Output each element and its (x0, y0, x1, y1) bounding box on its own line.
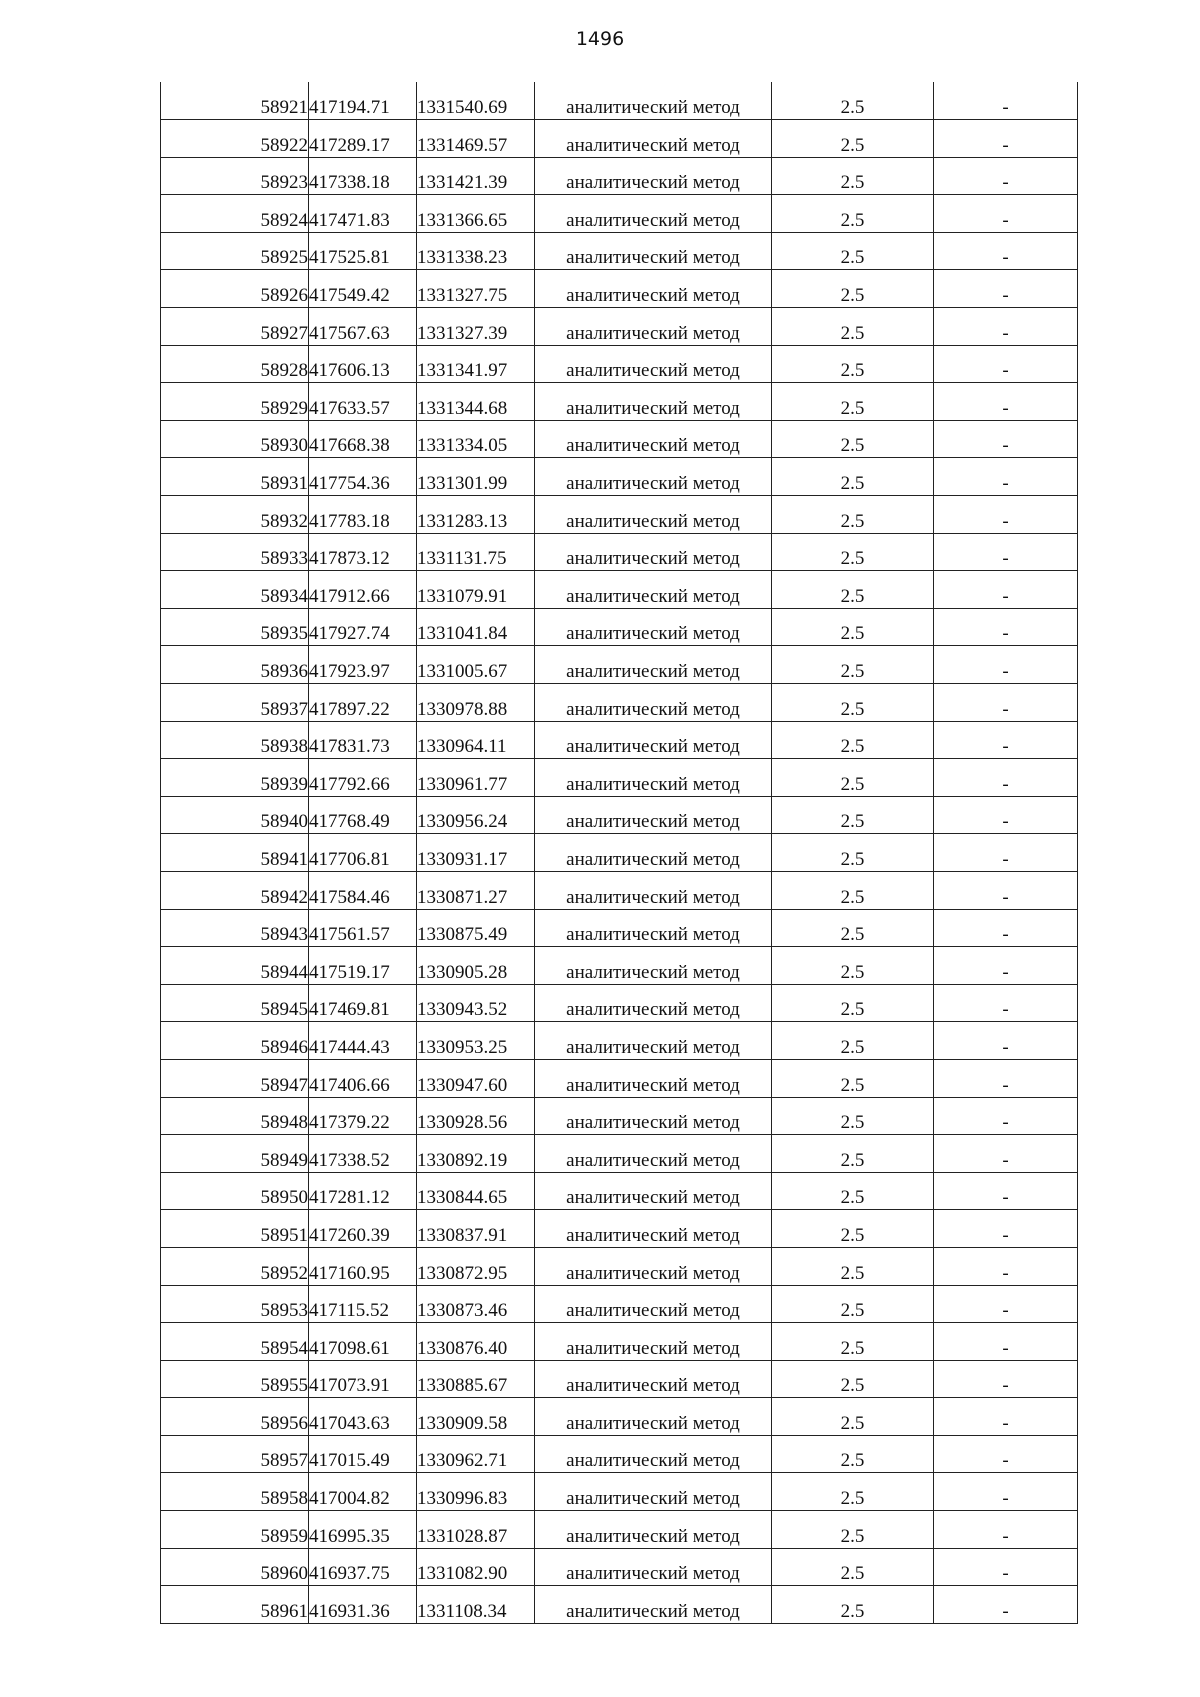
accuracy-cell: 2.5 (772, 496, 934, 534)
x-coordinate-cell: 417754.36 (309, 458, 417, 496)
accuracy-cell: 2.5 (772, 1548, 934, 1586)
x-coordinate-cell: 416937.75 (309, 1548, 417, 1586)
y-coordinate-cell: 1330956.24 (417, 796, 535, 834)
table-row (161, 1473, 1078, 1511)
y-coordinate-cell: 1330873.46 (417, 1285, 535, 1323)
table-row (161, 496, 1078, 534)
page-number: 1496 (575, 28, 625, 50)
point-number-cell: 58944 (161, 947, 309, 985)
table-row (161, 571, 1078, 609)
table-row (161, 1210, 1078, 1248)
point-number-cell: 58928 (161, 345, 309, 383)
x-coordinate-cell: 417923.97 (309, 646, 417, 684)
method-cell: аналитический метод (535, 458, 772, 496)
method-cell: аналитический метод (535, 1398, 772, 1436)
table-row (161, 1135, 1078, 1173)
method-cell: аналитический метод (535, 1586, 772, 1624)
accuracy-cell: 2.5 (772, 571, 934, 609)
accuracy-cell: 2.5 (772, 420, 934, 458)
method-cell: аналитический метод (535, 984, 772, 1022)
table-row (161, 871, 1078, 909)
accuracy-cell: 2.5 (772, 1586, 934, 1624)
point-number-cell: 58942 (161, 871, 309, 909)
point-number-cell: 58938 (161, 721, 309, 759)
method-cell: аналитический метод (535, 1473, 772, 1511)
accuracy-cell: 2.5 (772, 533, 934, 571)
point-number-cell: 58948 (161, 1097, 309, 1135)
note-cell: - (934, 984, 1078, 1022)
x-coordinate-cell: 417873.12 (309, 533, 417, 571)
accuracy-cell: 2.5 (772, 796, 934, 834)
note-cell: - (934, 608, 1078, 646)
table-row (161, 1586, 1078, 1624)
y-coordinate-cell: 1330962.71 (417, 1435, 535, 1473)
point-number-cell: 58934 (161, 571, 309, 609)
table-row (161, 759, 1078, 797)
accuracy-cell: 2.5 (772, 1511, 934, 1549)
x-coordinate-cell: 417379.22 (309, 1097, 417, 1135)
point-number-cell: 58945 (161, 984, 309, 1022)
note-cell: - (934, 383, 1078, 421)
accuracy-cell: 2.5 (772, 1210, 934, 1248)
accuracy-cell: 2.5 (772, 120, 934, 158)
y-coordinate-cell: 1331108.34 (417, 1586, 535, 1624)
note-cell: - (934, 1059, 1078, 1097)
x-coordinate-cell: 417584.46 (309, 871, 417, 909)
note-cell: - (934, 345, 1078, 383)
y-coordinate-cell: 1331469.57 (417, 120, 535, 158)
note-cell: - (934, 1247, 1078, 1285)
point-number-cell: 58926 (161, 270, 309, 308)
accuracy-cell: 2.5 (772, 345, 934, 383)
table-row (161, 157, 1078, 195)
x-coordinate-cell: 417115.52 (309, 1285, 417, 1323)
x-coordinate-cell: 417043.63 (309, 1398, 417, 1436)
table-row (161, 232, 1078, 270)
x-coordinate-cell: 417927.74 (309, 608, 417, 646)
y-coordinate-cell: 1331079.91 (417, 571, 535, 609)
x-coordinate-cell: 416995.35 (309, 1511, 417, 1549)
x-coordinate-cell: 417668.38 (309, 420, 417, 458)
note-cell: - (934, 1586, 1078, 1624)
method-cell: аналитический метод (535, 759, 772, 797)
method-cell: аналитический метод (535, 646, 772, 684)
table-row (161, 608, 1078, 646)
accuracy-cell: 2.5 (772, 871, 934, 909)
note-cell: - (934, 834, 1078, 872)
method-cell: аналитический метод (535, 721, 772, 759)
point-number-cell: 58954 (161, 1323, 309, 1361)
y-coordinate-cell: 1330872.95 (417, 1247, 535, 1285)
accuracy-cell: 2.5 (772, 834, 934, 872)
table-row (161, 1323, 1078, 1361)
table-row (161, 533, 1078, 571)
accuracy-cell: 2.5 (772, 82, 934, 120)
accuracy-cell: 2.5 (772, 1135, 934, 1173)
point-number-cell: 58952 (161, 1247, 309, 1285)
x-coordinate-cell: 417406.66 (309, 1059, 417, 1097)
note-cell: - (934, 947, 1078, 985)
note-cell: - (934, 796, 1078, 834)
x-coordinate-cell: 417194.71 (309, 82, 417, 120)
table-row (161, 270, 1078, 308)
method-cell: аналитический метод (535, 120, 772, 158)
note-cell: - (934, 533, 1078, 571)
table-row (161, 796, 1078, 834)
note-cell: - (934, 1097, 1078, 1135)
method-cell: аналитический метод (535, 1511, 772, 1549)
point-number-cell: 58949 (161, 1135, 309, 1173)
x-coordinate-cell: 417792.66 (309, 759, 417, 797)
note-cell: - (934, 496, 1078, 534)
note-cell: - (934, 1022, 1078, 1060)
point-number-cell: 58959 (161, 1511, 309, 1549)
point-number-cell: 58922 (161, 120, 309, 158)
table-row (161, 308, 1078, 346)
accuracy-cell: 2.5 (772, 1172, 934, 1210)
x-coordinate-cell: 417098.61 (309, 1323, 417, 1361)
note-cell: - (934, 1172, 1078, 1210)
x-coordinate-cell: 417912.66 (309, 571, 417, 609)
y-coordinate-cell: 1330947.60 (417, 1059, 535, 1097)
accuracy-cell: 2.5 (772, 270, 934, 308)
note-cell: - (934, 195, 1078, 233)
method-cell: аналитический метод (535, 270, 772, 308)
x-coordinate-cell: 417289.17 (309, 120, 417, 158)
method-cell: аналитический метод (535, 1435, 772, 1473)
method-cell: аналитический метод (535, 1285, 772, 1323)
method-cell: аналитический метод (535, 796, 772, 834)
accuracy-cell: 2.5 (772, 308, 934, 346)
accuracy-cell: 2.5 (772, 1435, 934, 1473)
note-cell: - (934, 420, 1078, 458)
point-number-cell: 58924 (161, 195, 309, 233)
x-coordinate-cell: 417633.57 (309, 383, 417, 421)
point-number-cell: 58961 (161, 1586, 309, 1624)
table-row (161, 195, 1078, 233)
table-row (161, 1059, 1078, 1097)
table-row (161, 1548, 1078, 1586)
y-coordinate-cell: 1331082.90 (417, 1548, 535, 1586)
x-coordinate-cell: 417783.18 (309, 496, 417, 534)
x-coordinate-cell: 417706.81 (309, 834, 417, 872)
accuracy-cell: 2.5 (772, 383, 934, 421)
method-cell: аналитический метод (535, 871, 772, 909)
table-row (161, 909, 1078, 947)
point-number-cell: 58958 (161, 1473, 309, 1511)
point-number-cell: 58955 (161, 1360, 309, 1398)
note-cell: - (934, 232, 1078, 270)
accuracy-cell: 2.5 (772, 232, 934, 270)
point-number-cell: 58940 (161, 796, 309, 834)
note-cell: - (934, 157, 1078, 195)
note-cell: - (934, 308, 1078, 346)
y-coordinate-cell: 1331338.23 (417, 232, 535, 270)
table-row (161, 684, 1078, 722)
table-row (161, 1247, 1078, 1285)
y-coordinate-cell: 1330931.17 (417, 834, 535, 872)
method-cell: аналитический метод (535, 571, 772, 609)
y-coordinate-cell: 1331421.39 (417, 157, 535, 195)
point-number-cell: 58929 (161, 383, 309, 421)
x-coordinate-cell: 417768.49 (309, 796, 417, 834)
accuracy-cell: 2.5 (772, 646, 934, 684)
method-cell: аналитический метод (535, 308, 772, 346)
x-coordinate-cell: 417338.18 (309, 157, 417, 195)
method-cell: аналитический метод (535, 1097, 772, 1135)
table-row (161, 1022, 1078, 1060)
x-coordinate-cell: 417338.52 (309, 1135, 417, 1173)
method-cell: аналитический метод (535, 684, 772, 722)
accuracy-cell: 2.5 (772, 195, 934, 233)
y-coordinate-cell: 1331028.87 (417, 1511, 535, 1549)
point-number-cell: 58933 (161, 533, 309, 571)
point-number-cell: 58935 (161, 608, 309, 646)
point-number-cell: 58946 (161, 1022, 309, 1060)
note-cell: - (934, 759, 1078, 797)
y-coordinate-cell: 1331327.75 (417, 270, 535, 308)
accuracy-cell: 2.5 (772, 1247, 934, 1285)
method-cell: аналитический метод (535, 157, 772, 195)
accuracy-cell: 2.5 (772, 759, 934, 797)
table-row (161, 1285, 1078, 1323)
accuracy-cell: 2.5 (772, 721, 934, 759)
y-coordinate-cell: 1330875.49 (417, 909, 535, 947)
x-coordinate-cell: 417073.91 (309, 1360, 417, 1398)
y-coordinate-cell: 1331334.05 (417, 420, 535, 458)
y-coordinate-cell: 1330885.67 (417, 1360, 535, 1398)
note-cell: - (934, 721, 1078, 759)
x-coordinate-cell: 417897.22 (309, 684, 417, 722)
method-cell: аналитический метод (535, 1172, 772, 1210)
y-coordinate-cell: 1331005.67 (417, 646, 535, 684)
accuracy-cell: 2.5 (772, 947, 934, 985)
method-cell: аналитический метод (535, 496, 772, 534)
y-coordinate-cell: 1331283.13 (417, 496, 535, 534)
x-coordinate-cell: 417015.49 (309, 1435, 417, 1473)
point-number-cell: 58950 (161, 1172, 309, 1210)
table-row (161, 834, 1078, 872)
method-cell: аналитический метод (535, 345, 772, 383)
accuracy-cell: 2.5 (772, 909, 934, 947)
table-row (161, 458, 1078, 496)
y-coordinate-cell: 1331341.97 (417, 345, 535, 383)
x-coordinate-cell: 417549.42 (309, 270, 417, 308)
note-cell: - (934, 1398, 1078, 1436)
x-coordinate-cell: 417606.13 (309, 345, 417, 383)
point-number-cell: 58923 (161, 157, 309, 195)
method-cell: аналитический метод (535, 195, 772, 233)
y-coordinate-cell: 1330943.52 (417, 984, 535, 1022)
x-coordinate-cell: 417525.81 (309, 232, 417, 270)
coordinates-table (160, 82, 1078, 1624)
method-cell: аналитический метод (535, 1022, 772, 1060)
table-row (161, 383, 1078, 421)
method-cell: аналитический метод (535, 1135, 772, 1173)
x-coordinate-cell: 417519.17 (309, 947, 417, 985)
table-row (161, 1435, 1078, 1473)
note-cell: - (934, 871, 1078, 909)
accuracy-cell: 2.5 (772, 1473, 934, 1511)
accuracy-cell: 2.5 (772, 1360, 934, 1398)
x-coordinate-cell: 417471.83 (309, 195, 417, 233)
x-coordinate-cell: 417561.57 (309, 909, 417, 947)
note-cell: - (934, 684, 1078, 722)
note-cell: - (934, 270, 1078, 308)
accuracy-cell: 2.5 (772, 684, 934, 722)
y-coordinate-cell: 1330871.27 (417, 871, 535, 909)
point-number-cell: 58956 (161, 1398, 309, 1436)
note-cell: - (934, 1135, 1078, 1173)
y-coordinate-cell: 1330892.19 (417, 1135, 535, 1173)
x-coordinate-cell: 417831.73 (309, 721, 417, 759)
method-cell: аналитический метод (535, 947, 772, 985)
y-coordinate-cell: 1331301.99 (417, 458, 535, 496)
table-body (161, 82, 1078, 1623)
y-coordinate-cell: 1330953.25 (417, 1022, 535, 1060)
table-row (161, 1172, 1078, 1210)
x-coordinate-cell: 417444.43 (309, 1022, 417, 1060)
note-cell: - (934, 120, 1078, 158)
y-coordinate-cell: 1330909.58 (417, 1398, 535, 1436)
table-row (161, 1097, 1078, 1135)
y-coordinate-cell: 1330876.40 (417, 1323, 535, 1361)
y-coordinate-cell: 1331327.39 (417, 308, 535, 346)
x-coordinate-cell: 416931.36 (309, 1586, 417, 1624)
method-cell: аналитический метод (535, 533, 772, 571)
y-coordinate-cell: 1330837.91 (417, 1210, 535, 1248)
accuracy-cell: 2.5 (772, 1398, 934, 1436)
y-coordinate-cell: 1331041.84 (417, 608, 535, 646)
method-cell: аналитический метод (535, 1548, 772, 1586)
y-coordinate-cell: 1330928.56 (417, 1097, 535, 1135)
table-row (161, 82, 1078, 120)
point-number-cell: 58925 (161, 232, 309, 270)
table-row (161, 947, 1078, 985)
x-coordinate-cell: 417260.39 (309, 1210, 417, 1248)
method-cell: аналитический метод (535, 1323, 772, 1361)
point-number-cell: 58931 (161, 458, 309, 496)
table-row (161, 120, 1078, 158)
accuracy-cell: 2.5 (772, 1097, 934, 1135)
point-number-cell: 58941 (161, 834, 309, 872)
point-number-cell: 58927 (161, 308, 309, 346)
note-cell: - (934, 1511, 1078, 1549)
x-coordinate-cell: 417004.82 (309, 1473, 417, 1511)
table-row (161, 345, 1078, 383)
accuracy-cell: 2.5 (772, 1323, 934, 1361)
x-coordinate-cell: 417469.81 (309, 984, 417, 1022)
point-number-cell: 58953 (161, 1285, 309, 1323)
y-coordinate-cell: 1330844.65 (417, 1172, 535, 1210)
point-number-cell: 58932 (161, 496, 309, 534)
y-coordinate-cell: 1331131.75 (417, 533, 535, 571)
method-cell: аналитический метод (535, 383, 772, 421)
table-row (161, 420, 1078, 458)
note-cell: - (934, 1473, 1078, 1511)
y-coordinate-cell: 1330905.28 (417, 947, 535, 985)
method-cell: аналитический метод (535, 232, 772, 270)
y-coordinate-cell: 1331344.68 (417, 383, 535, 421)
y-coordinate-cell: 1330996.83 (417, 1473, 535, 1511)
y-coordinate-cell: 1330964.11 (417, 721, 535, 759)
x-coordinate-cell: 417281.12 (309, 1172, 417, 1210)
note-cell: - (934, 1360, 1078, 1398)
method-cell: аналитический метод (535, 82, 772, 120)
note-cell: - (934, 1285, 1078, 1323)
table-row (161, 646, 1078, 684)
x-coordinate-cell: 417160.95 (309, 1247, 417, 1285)
accuracy-cell: 2.5 (772, 1059, 934, 1097)
note-cell: - (934, 909, 1078, 947)
point-number-cell: 58921 (161, 82, 309, 120)
accuracy-cell: 2.5 (772, 984, 934, 1022)
method-cell: аналитический метод (535, 1247, 772, 1285)
table-row (161, 1398, 1078, 1436)
point-number-cell: 58936 (161, 646, 309, 684)
note-cell: - (934, 1210, 1078, 1248)
accuracy-cell: 2.5 (772, 1022, 934, 1060)
method-cell: аналитический метод (535, 909, 772, 947)
accuracy-cell: 2.5 (772, 608, 934, 646)
y-coordinate-cell: 1331366.65 (417, 195, 535, 233)
method-cell: аналитический метод (535, 834, 772, 872)
y-coordinate-cell: 1331540.69 (417, 82, 535, 120)
point-number-cell: 58939 (161, 759, 309, 797)
point-number-cell: 58951 (161, 1210, 309, 1248)
method-cell: аналитический метод (535, 608, 772, 646)
method-cell: аналитический метод (535, 1210, 772, 1248)
point-number-cell: 58957 (161, 1435, 309, 1473)
x-coordinate-cell: 417567.63 (309, 308, 417, 346)
table-row (161, 1511, 1078, 1549)
y-coordinate-cell: 1330978.88 (417, 684, 535, 722)
note-cell: - (934, 646, 1078, 684)
method-cell: аналитический метод (535, 1360, 772, 1398)
method-cell: аналитический метод (535, 420, 772, 458)
note-cell: - (934, 1323, 1078, 1361)
accuracy-cell: 2.5 (772, 1285, 934, 1323)
point-number-cell: 58960 (161, 1548, 309, 1586)
point-number-cell: 58930 (161, 420, 309, 458)
accuracy-cell: 2.5 (772, 458, 934, 496)
accuracy-cell: 2.5 (772, 157, 934, 195)
note-cell: - (934, 458, 1078, 496)
point-number-cell: 58947 (161, 1059, 309, 1097)
point-number-cell: 58937 (161, 684, 309, 722)
note-cell: - (934, 1435, 1078, 1473)
note-cell: - (934, 82, 1078, 120)
point-number-cell: 58943 (161, 909, 309, 947)
table-row (161, 984, 1078, 1022)
y-coordinate-cell: 1330961.77 (417, 759, 535, 797)
table-row (161, 721, 1078, 759)
note-cell: - (934, 571, 1078, 609)
method-cell: аналитический метод (535, 1059, 772, 1097)
table-row (161, 1360, 1078, 1398)
note-cell: - (934, 1548, 1078, 1586)
